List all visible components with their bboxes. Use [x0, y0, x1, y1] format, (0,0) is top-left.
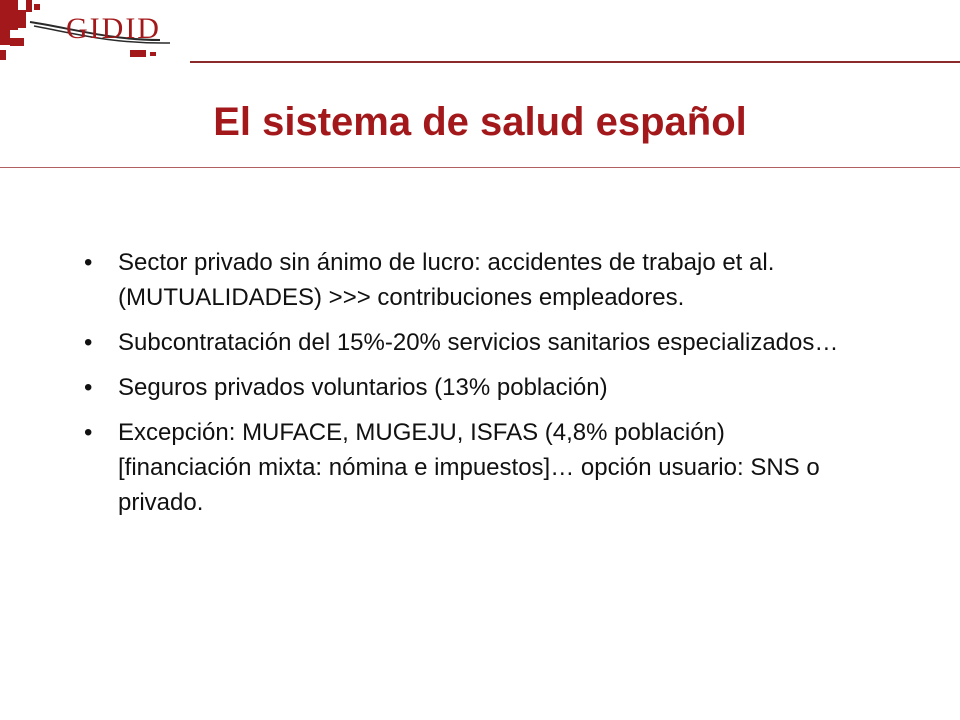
gidid-logo: [0, 0, 200, 62]
bullet-item: [82, 370, 852, 405]
bullet-item: [82, 245, 852, 315]
bullet-item: [82, 415, 852, 520]
bullet-text: Excepción: MUFACE, MUGEJU, ISFAS (4,8% población) [financiación mixta: nómina e impuestos]… opción usuario: SNS o privado.: [118, 419, 820, 516]
bullet-icon: •: [84, 329, 93, 356]
bullet-icon: •: [84, 249, 93, 276]
title-divider: [0, 167, 960, 168]
bullet-icon: •: [84, 419, 93, 446]
gidid-logo-graphic: [0, 0, 200, 62]
header-divider: [190, 61, 960, 63]
bullet-list: [82, 245, 852, 530]
bullet-text: Seguros privados voluntarios (13% población): [118, 374, 608, 401]
logo-text: GIDID: [66, 12, 161, 45]
bullet-text: Subcontratación del 15%-20% servicios sanitarios especializados…: [118, 329, 839, 356]
bullet-item: [82, 325, 852, 360]
slide-title: El sistema de salud español: [213, 100, 747, 144]
bullet-text: Sector privado sin ánimo de lucro: accidentes de trabajo et al. (MUTUALIDADES) >>> contribuciones empleadores.: [118, 249, 775, 311]
bullet-icon: •: [84, 374, 93, 401]
